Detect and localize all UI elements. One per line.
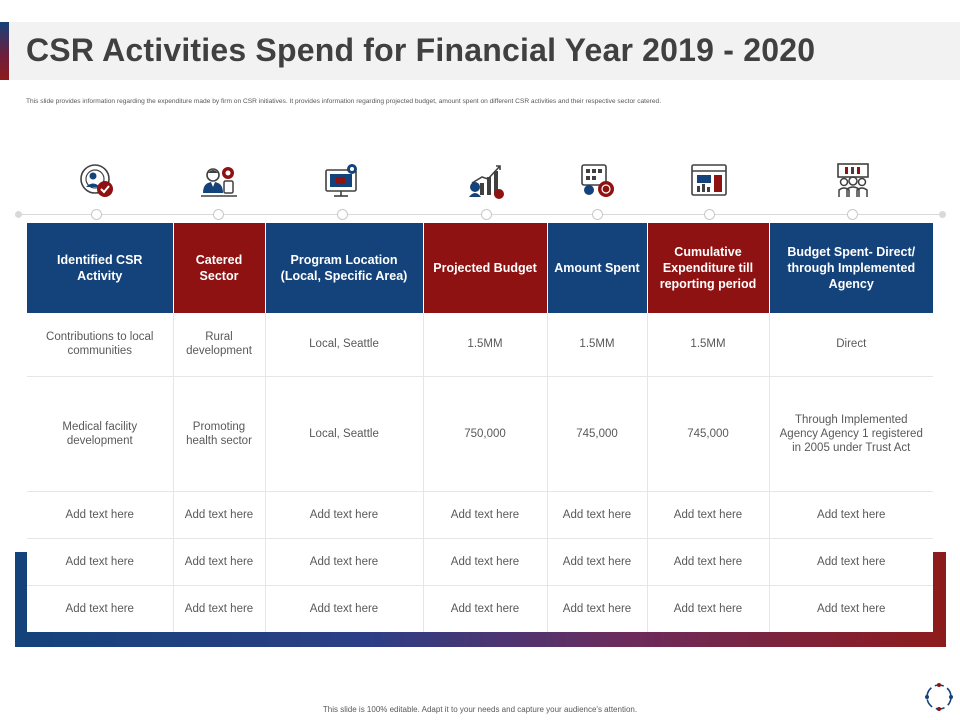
verified-user-icon: [77, 161, 117, 201]
table-cell: Medical facility development: [27, 376, 173, 491]
header-identified-csr-activity: Identified CSR Activity: [27, 223, 173, 313]
table-cell: Add text here: [647, 585, 769, 632]
timeline-line: [18, 214, 942, 215]
header-catered-sector: Catered Sector: [173, 223, 265, 313]
table-cell: Add text here: [423, 491, 547, 538]
timeline-node: [91, 209, 102, 220]
table-cell: 1.5MM: [423, 313, 547, 376]
table-row: [27, 585, 933, 632]
header-budget-spent-agency: Budget Spent- Direct/ through Implemented Agency: [769, 223, 933, 313]
timeline-end-dot: [939, 211, 946, 218]
table-cell: Add text here: [647, 538, 769, 585]
csr-spend-table: [27, 223, 933, 632]
table-cell: Local, Seattle: [265, 376, 423, 491]
support-person-icon: [199, 161, 239, 201]
table-cell: Add text here: [547, 491, 647, 538]
table-cell: Contributions to local communities: [27, 313, 173, 376]
table-row: [27, 491, 933, 538]
table-cell: Add text here: [27, 538, 173, 585]
table-cell: Add text here: [27, 491, 173, 538]
table-row: [27, 313, 933, 376]
table-cell: Add text here: [423, 538, 547, 585]
table-cell: Direct: [769, 313, 933, 376]
monitor-location-icon: [322, 161, 362, 201]
title-accent-bar: [0, 22, 9, 80]
table-cell: 750,000: [423, 376, 547, 491]
timeline-node: [847, 209, 858, 220]
table-cell: Add text here: [423, 585, 547, 632]
slide-title: CSR Activities Spend for Financial Year 2019 - 2020: [26, 32, 816, 68]
table-cell: Add text here: [547, 585, 647, 632]
timeline-start-dot: [15, 211, 22, 218]
table-cell: Add text here: [27, 585, 173, 632]
slide-subtitle: This slide provides information regarding the expenditure made by firm on CSR initiatives. It provides information regarding projected budget, amount spent on different CSR activities and their respective sector catered.: [26, 98, 662, 105]
table-cell: Add text here: [173, 491, 265, 538]
header-cumulative-expenditure: Cumulative Expenditure till reporting period: [647, 223, 769, 313]
timeline-node: [592, 209, 603, 220]
table-cell: Rural development: [173, 313, 265, 376]
table-header-row: [27, 223, 933, 313]
growth-chart-icon: [466, 161, 506, 201]
timeline-node: [481, 209, 492, 220]
table-cell: Add text here: [647, 491, 769, 538]
table-cell: 745,000: [547, 376, 647, 491]
table-cell: 745,000: [647, 376, 769, 491]
header-program-location: Program Location (Local, Specific Area): [265, 223, 423, 313]
table-row: [27, 376, 933, 491]
table-cell: Add text here: [265, 491, 423, 538]
brand-logo-icon: [922, 680, 956, 714]
table-row: [27, 538, 933, 585]
table-cell: Add text here: [817, 602, 886, 615]
table-cell: 1.5MM: [547, 313, 647, 376]
table-cell: Add text here: [173, 585, 265, 632]
table-cell: 1.5MM: [647, 313, 769, 376]
table-cell: Through Implemented Agency Agency 1 registered in 2005 under Trust Act: [769, 376, 933, 491]
timeline-node: [213, 209, 224, 220]
table-cell: Promoting health sector: [173, 376, 265, 491]
table-cell: Add text here: [265, 538, 423, 585]
slide-footer: This slide is 100% editable. Adapt it to your needs and capture your audience's attention.: [322, 705, 638, 714]
table-cell: Add text here: [173, 538, 265, 585]
timeline-node: [704, 209, 715, 220]
table-cell: Add text here: [547, 538, 647, 585]
header-projected-budget: Projected Budget: [423, 223, 547, 313]
timeline-node: [337, 209, 348, 220]
calculator-coins-icon: [578, 161, 618, 201]
table-cell: Add text here: [265, 585, 423, 632]
report-dashboard-icon: [689, 161, 729, 201]
team-people-icon: [833, 161, 873, 201]
header-amount-spent: Amount Spent: [547, 223, 647, 313]
table-cell: Add text here: [769, 491, 933, 538]
table-cell: Add text here: [769, 538, 933, 585]
table-cell: Local, Seattle: [265, 313, 423, 376]
